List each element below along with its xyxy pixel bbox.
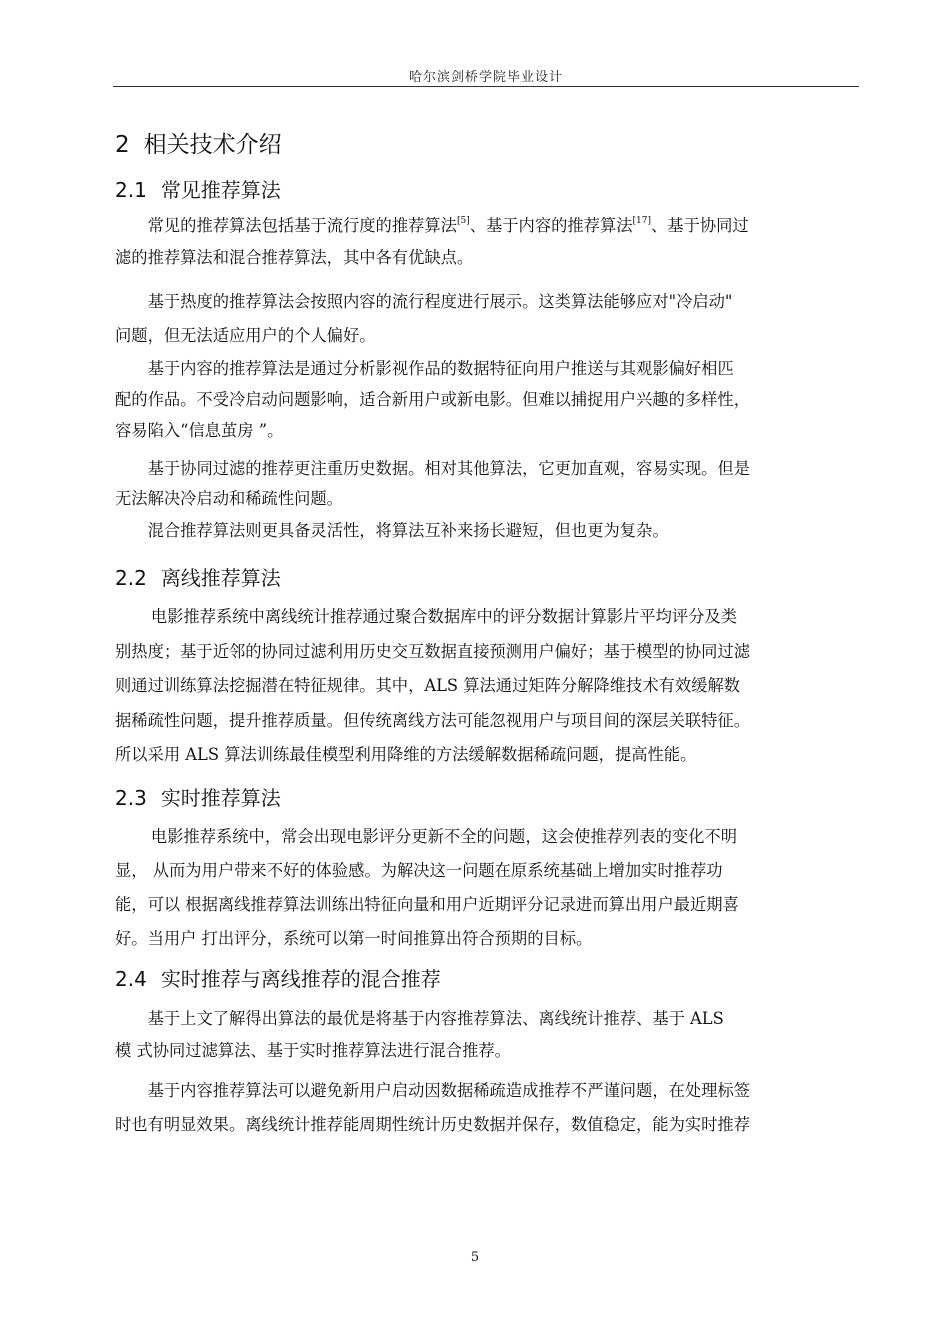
section-heading-2-2 bbox=[115, 562, 281, 591]
paragraph-2 bbox=[115, 285, 860, 353]
text-segment: 常见的推荐算法包括基于流行度的推荐算法 bbox=[147, 216, 457, 235]
paragraph-line: 时也有明显效果。离线统计推荐能周期性统计历史数据并保存，数值稳定，能为实时推荐 bbox=[115, 1115, 750, 1134]
paragraph-line: 则通过训练算法挖掘潜在特征规律。其中，ALS 算法通过矩阵分解降维技术有效缓解数 bbox=[115, 676, 741, 695]
section-number: 2.4 bbox=[115, 967, 147, 991]
paragraph-line: 基于上文了解得出算法的最优是将基于内容推荐算法、离线统计推荐、基于 ALS bbox=[147, 1009, 724, 1028]
chapter-heading bbox=[115, 126, 282, 159]
section-heading-2-3 bbox=[115, 782, 281, 811]
paragraph-line: 据稀疏性问题，提升推荐质量。但传统离线方法可能忽视用户与项目间的深层关联特征。 bbox=[115, 710, 750, 730]
section-number: 2.2 bbox=[115, 566, 147, 590]
paragraph-line: 配的作品。不受冷启动问题影响，适合新用户或新电影。但难以捕捉用户兴趣的多样性， bbox=[115, 390, 750, 409]
chapter-title: 相关技术介绍 bbox=[143, 132, 282, 158]
paragraph-line: 基于内容推荐算法可以避免新用户启动因数据稀疏造成推荐不严谨问题，在处理标签 bbox=[147, 1081, 751, 1100]
section-heading-2-4 bbox=[115, 963, 441, 992]
chapter-number: 2 bbox=[115, 132, 130, 158]
page-number: 5 bbox=[470, 1250, 480, 1265]
running-header: 哈尔滨剑桥学院毕业设计 bbox=[408, 70, 563, 85]
citation-ref: [17] bbox=[632, 216, 652, 226]
paragraph-line: 能，可以 根据离线推荐算法训练出特征向量和用户近期评分记录进而算出用户最近期喜 bbox=[115, 895, 739, 914]
section-number: 2.3 bbox=[115, 786, 147, 810]
paragraph-line: 别热度；基于近邻的协同过滤利用历史交互数据直接预测用户偏好；基于模型的协同过滤 bbox=[115, 641, 750, 661]
paragraph-line: 滤的推荐算法和混合推荐算法，其中各有优缺点。 bbox=[115, 248, 474, 267]
text-segment: 、基于协同过 bbox=[651, 216, 749, 235]
paragraph-1 bbox=[115, 210, 860, 274]
paragraph-line: 基于协同过滤的推荐更注重历史数据。相对其他算法，它更加直观，容易实现。但是 bbox=[147, 459, 751, 478]
paragraph-line: 基于内容的推荐算法是通过分析影视作品的数据特征向用户推送与其观影偏好相匹 bbox=[147, 359, 734, 378]
section-heading-2-1 bbox=[115, 174, 281, 203]
header-rule bbox=[113, 86, 859, 87]
paragraph-line: 电影推荐系统中离线统计推荐通过聚合数据库中的评分数据计算影片平均评分及类 bbox=[150, 607, 737, 626]
paragraph-line: 问题，但无法适应用户的个人偏好。 bbox=[115, 326, 376, 345]
section-number: 2.1 bbox=[115, 178, 147, 202]
paragraph-line: 无法解决冷启动和稀疏性问题。 bbox=[115, 489, 343, 508]
paragraph-line: 基于热度的推荐算法会按照内容的流行程度进行展示。这类算法能够应对"冷启动" bbox=[147, 292, 733, 311]
paragraph-5 bbox=[115, 516, 860, 546]
citation-ref: [5] bbox=[456, 216, 470, 226]
paragraph-7 bbox=[115, 820, 860, 956]
paragraph-6 bbox=[115, 600, 860, 773]
section-title: 常见推荐算法 bbox=[160, 178, 281, 202]
paragraph-line: 电影推荐系统中，常会出现电影评分更新不全的问题，这会使推荐列表的变化不明 bbox=[150, 827, 737, 846]
paragraph-8 bbox=[115, 1003, 860, 1067]
paragraph-line bbox=[115, 210, 860, 242]
section-title: 实时推荐算法 bbox=[160, 786, 281, 810]
text-segment: 、基于内容的推荐算法 bbox=[469, 216, 633, 235]
paragraph-line: 好。当用户 打出评分，系统可以第一时间推算出符合预期的目标。 bbox=[115, 929, 593, 948]
paragraph-line: 模 式协同过滤算法、基于实时推荐算法进行混合推荐。 bbox=[115, 1041, 511, 1060]
section-title: 实时推荐与离线推荐的混合推荐 bbox=[160, 967, 441, 991]
paragraph-line: 混合推荐算法则更具备灵活性，将算法互补来扬长避短，但也更为复杂。 bbox=[147, 521, 669, 540]
paragraph-line: 显， 从而为用户带来不好的体验感。为解决这一问题在原系统基础上增加实时推荐功 bbox=[115, 861, 723, 880]
paragraph-4 bbox=[115, 454, 860, 514]
paragraph-line: 所以采用 ALS 算法训练最佳模型利用降维的方法缓解数据稀疏问题，提高性能。 bbox=[115, 745, 697, 764]
paragraph-9 bbox=[115, 1074, 860, 1142]
paragraph-line: 容易陷入“信息茧房 ”。 bbox=[115, 421, 284, 440]
paragraph-3 bbox=[115, 353, 860, 446]
section-title: 离线推荐算法 bbox=[160, 566, 281, 590]
